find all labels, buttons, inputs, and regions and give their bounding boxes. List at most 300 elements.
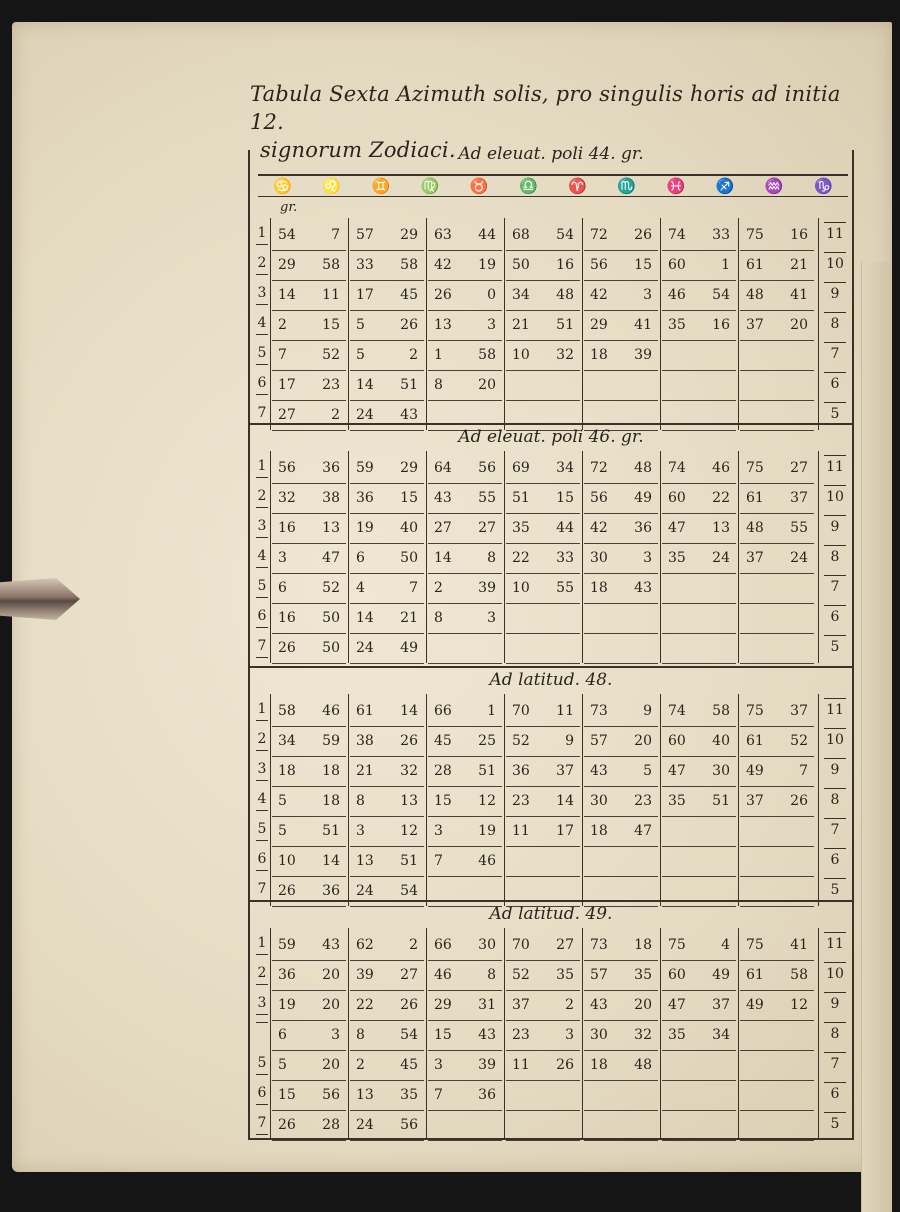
degrees-value: 57	[590, 733, 608, 749]
minutes-value: 16	[712, 317, 730, 333]
azimuth-cell	[350, 515, 424, 544]
table-row	[250, 485, 852, 515]
hour-number: 2	[256, 962, 268, 985]
minutes-value: 52	[322, 347, 340, 363]
degrees-value: 10	[512, 347, 530, 363]
degrees-value: 24	[356, 407, 374, 423]
azimuth-cell	[740, 818, 814, 847]
azimuth-cell	[584, 932, 658, 961]
azimuth-cell	[584, 575, 658, 604]
table-row	[250, 1022, 852, 1052]
azimuth-cell	[740, 878, 814, 907]
azimuth-cell	[272, 758, 346, 787]
column-rule	[818, 218, 819, 430]
degrees-value: 26	[278, 883, 296, 899]
azimuth-cell	[428, 1052, 502, 1081]
minutes-value: 35	[400, 1087, 418, 1103]
hour-number: 2	[256, 485, 268, 508]
hour-number-right: 7	[824, 1052, 846, 1075]
minutes-value: 51	[712, 793, 730, 809]
minutes-value: 43	[400, 407, 418, 423]
degrees-value: 2	[356, 1057, 365, 1073]
azimuth-cell	[272, 455, 346, 484]
hour-number: 1	[256, 222, 268, 245]
azimuth-cell	[662, 252, 736, 281]
minutes-value: 12	[478, 793, 496, 809]
azimuth-cell	[272, 372, 346, 401]
minutes-value: 35	[634, 967, 652, 983]
azimuth-cell	[272, 282, 346, 311]
azimuth-cell	[350, 1022, 424, 1051]
minutes-value: 38	[322, 490, 340, 506]
degrees-value: 14	[356, 610, 374, 626]
minutes-value: 32	[634, 1027, 652, 1043]
minutes-value: 27	[790, 460, 808, 476]
minutes-value: 3	[643, 550, 652, 566]
zodiac-sign-icon: ♈	[568, 177, 587, 195]
minutes-value: 56	[478, 460, 496, 476]
hour-number: 5	[256, 818, 268, 841]
minutes-value: 28	[322, 1117, 340, 1133]
degrees-value: 43	[590, 997, 608, 1013]
degrees-value: 1	[434, 347, 443, 363]
azimuth-cell	[662, 1112, 736, 1141]
hour-number-right: 7	[824, 818, 846, 841]
degrees-value: 52	[512, 967, 530, 983]
minutes-value: 26	[634, 227, 652, 243]
minutes-value: 1	[721, 257, 730, 273]
azimuth-cell	[740, 1052, 814, 1081]
degrees-value: 47	[668, 520, 686, 536]
degrees-value: 63	[434, 227, 452, 243]
azimuth-cell	[506, 515, 580, 544]
minutes-value: 41	[790, 287, 808, 303]
minutes-value: 0	[487, 287, 496, 303]
minutes-value: 52	[322, 580, 340, 596]
azimuth-cell	[272, 485, 346, 514]
azimuth-cell	[662, 455, 736, 484]
minutes-value: 48	[634, 460, 652, 476]
degrees-value: 17	[278, 377, 296, 393]
minutes-value: 15	[634, 257, 652, 273]
degrees-value: 39	[356, 967, 374, 983]
degrees-value: 24	[356, 640, 374, 656]
degrees-value: 42	[434, 257, 452, 273]
azimuth-cell	[350, 575, 424, 604]
minutes-value: 24	[712, 550, 730, 566]
azimuth-cell	[740, 605, 814, 634]
minutes-value: 21	[790, 257, 808, 273]
minutes-value: 30	[712, 763, 730, 779]
minutes-value: 51	[556, 317, 574, 333]
degrees-value: 46	[434, 967, 452, 983]
degrees-value: 35	[668, 793, 686, 809]
degrees-value: 29	[278, 257, 296, 273]
minutes-value: 20	[634, 997, 652, 1013]
azimuth-cell	[350, 222, 424, 251]
degrees-value: 28	[434, 763, 452, 779]
column-rule	[660, 694, 661, 906]
hour-number-right: 11	[824, 698, 846, 721]
degrees-value: 26	[434, 287, 452, 303]
minutes-value: 50	[322, 640, 340, 656]
degrees-value: 52	[512, 733, 530, 749]
azimuth-cell	[272, 635, 346, 664]
azimuth-cell	[272, 605, 346, 634]
minutes-value: 3	[565, 1027, 574, 1043]
minutes-value: 12	[790, 997, 808, 1013]
minutes-value: 56	[400, 1117, 418, 1133]
section-heading: Ad latitud. 48.	[489, 670, 613, 690]
minutes-value: 5	[643, 763, 652, 779]
zodiac-sign-icon: ♍	[420, 177, 440, 195]
degrees-value: 18	[590, 823, 608, 839]
column-rule	[582, 694, 583, 906]
degrees-value: 13	[356, 1087, 374, 1103]
azimuth-cell	[506, 728, 580, 757]
degrees-value: 58	[278, 703, 296, 719]
azimuth-cell	[506, 372, 580, 401]
azimuth-cell	[272, 698, 346, 727]
azimuth-cell	[662, 372, 736, 401]
azimuth-cell	[272, 788, 346, 817]
azimuth-cell	[428, 372, 502, 401]
title-line-2: signorum Zodiaci.	[260, 138, 456, 162]
azimuth-cell	[350, 605, 424, 634]
degrees-value: 10	[278, 853, 296, 869]
hour-number-right: 8	[824, 788, 846, 811]
degrees-value: 61	[746, 257, 764, 273]
minutes-value: 43	[478, 1027, 496, 1043]
zodiac-sign-icon: ♊	[371, 177, 391, 195]
minutes-value: 4	[721, 937, 730, 953]
hour-number: 3	[256, 515, 268, 538]
degrees-value: 56	[590, 490, 608, 506]
degrees-value: 70	[512, 703, 530, 719]
azimuth-cell	[350, 728, 424, 757]
azimuth-cell	[740, 342, 814, 371]
azimuth-cell	[428, 992, 502, 1021]
hour-number: 2	[256, 252, 268, 275]
table-row	[250, 698, 852, 728]
column-rule	[738, 218, 739, 430]
azimuth-cell	[272, 1022, 346, 1051]
degrees-value: 36	[512, 763, 530, 779]
table-row	[250, 222, 852, 252]
azimuth-cell	[272, 342, 346, 371]
degrees-value: 26	[278, 1117, 296, 1133]
hour-number-right: 6	[824, 1082, 846, 1105]
hour-number-right: 11	[824, 455, 846, 478]
degrees-value: 7	[434, 1087, 443, 1103]
degrees-value: 74	[668, 703, 686, 719]
azimuth-cell	[428, 818, 502, 847]
azimuth-cell	[350, 698, 424, 727]
azimuth-cell	[740, 932, 814, 961]
hour-number-right: 5	[824, 402, 846, 425]
zodiac-sign-icon: ♐	[715, 177, 735, 195]
degrees-value: 56	[590, 257, 608, 273]
degrees-value: 15	[434, 793, 452, 809]
table-row	[250, 635, 852, 665]
azimuth-cell	[584, 848, 658, 877]
minutes-value: 14	[556, 793, 574, 809]
azimuth-cell	[584, 222, 658, 251]
azimuth-cell	[272, 728, 346, 757]
hour-number-right: 5	[824, 878, 846, 901]
minutes-value: 50	[400, 550, 418, 566]
column-rule	[426, 694, 427, 906]
minutes-value: 54	[556, 227, 574, 243]
azimuth-cell	[740, 758, 814, 787]
minutes-value: 2	[409, 347, 418, 363]
degrees-value: 56	[278, 460, 296, 476]
hour-number: 5	[256, 575, 268, 598]
hour-number: 3	[256, 282, 268, 305]
minutes-value: 9	[565, 733, 574, 749]
degrees-value: 16	[278, 610, 296, 626]
degrees-value: 72	[590, 227, 608, 243]
table-row	[250, 312, 852, 342]
azimuth-cell	[740, 545, 814, 574]
degrees-value: 13	[356, 853, 374, 869]
minutes-value: 26	[400, 317, 418, 333]
hour-number: 4	[256, 312, 268, 335]
hour-number: 2	[256, 728, 268, 751]
azimuth-cell	[350, 545, 424, 574]
azimuth-cell	[350, 312, 424, 341]
column-rule	[270, 694, 271, 906]
degrees-value: 72	[590, 460, 608, 476]
degrees-value: 8	[356, 793, 365, 809]
azimuth-cell	[350, 252, 424, 281]
table-row	[250, 342, 852, 372]
minutes-value: 49	[400, 640, 418, 656]
azimuth-cell	[506, 788, 580, 817]
azimuth-cell	[584, 1112, 658, 1141]
azimuth-cell	[740, 575, 814, 604]
minutes-value: 2	[331, 407, 340, 423]
degrees-value: 7	[434, 853, 443, 869]
azimuth-cell	[506, 992, 580, 1021]
column-rule	[504, 451, 505, 663]
degrees-value: 19	[278, 997, 296, 1013]
degrees-value: 35	[668, 550, 686, 566]
minutes-value: 58	[400, 257, 418, 273]
minutes-value: 39	[478, 580, 496, 596]
minutes-value: 26	[400, 997, 418, 1013]
minutes-value: 16	[790, 227, 808, 243]
azimuth-cell	[584, 1082, 658, 1111]
degrees-value: 73	[590, 703, 608, 719]
minutes-value: 32	[556, 347, 574, 363]
degrees-value: 11	[512, 1057, 530, 1073]
minutes-value: 58	[322, 257, 340, 273]
degrees-value: 4	[356, 580, 365, 596]
minutes-value: 20	[790, 317, 808, 333]
azimuth-cell	[272, 515, 346, 544]
degrees-value: 38	[356, 733, 374, 749]
minutes-value: 50	[322, 610, 340, 626]
azimuth-cell	[584, 455, 658, 484]
minutes-value: 46	[478, 853, 496, 869]
column-rule	[348, 218, 349, 430]
degrees-value: 29	[434, 997, 452, 1013]
hour-number: 1	[256, 932, 268, 955]
hour-number: 1	[256, 455, 268, 478]
minutes-value: 2	[409, 937, 418, 953]
degrees-value: 34	[512, 287, 530, 303]
zodiac-sign-icon: ♌	[322, 177, 342, 195]
table-row	[250, 545, 852, 575]
azimuth-cell	[272, 575, 346, 604]
azimuth-cell	[272, 545, 346, 574]
column-rule	[348, 928, 349, 1140]
hour-number-right: 10	[824, 728, 846, 751]
azimuth-cell	[428, 698, 502, 727]
degrees-value: 10	[512, 580, 530, 596]
azimuth-cell	[428, 485, 502, 514]
section-divider	[250, 900, 852, 902]
azimuth-cell	[662, 788, 736, 817]
degrees-value: 2	[434, 580, 443, 596]
degrees-value: 17	[356, 287, 374, 303]
azimuth-cell	[584, 312, 658, 341]
minutes-value: 29	[400, 227, 418, 243]
degrees-value: 32	[278, 490, 296, 506]
azimuth-cell	[428, 635, 502, 664]
azimuth-cell	[350, 372, 424, 401]
degrees-value: 18	[278, 763, 296, 779]
minutes-value: 29	[400, 460, 418, 476]
minutes-value: 59	[322, 733, 340, 749]
azimuth-cell	[506, 962, 580, 991]
azimuth-cell	[272, 878, 346, 907]
minutes-value: 15	[556, 490, 574, 506]
minutes-value: 36	[478, 1087, 496, 1103]
degrees-value: 3	[434, 823, 443, 839]
azimuth-cell	[584, 728, 658, 757]
degrees-value: 23	[512, 1027, 530, 1043]
degrees-value: 60	[668, 257, 686, 273]
minutes-value: 40	[400, 520, 418, 536]
azimuth-cell	[740, 992, 814, 1021]
minutes-value: 36	[322, 460, 340, 476]
azimuth-cell	[662, 992, 736, 1021]
degrees-value: 37	[746, 550, 764, 566]
degrees-value: 6	[356, 550, 365, 566]
hour-number-right: 11	[824, 222, 846, 245]
minutes-value: 55	[478, 490, 496, 506]
minutes-value: 3	[487, 610, 496, 626]
minutes-value: 13	[322, 520, 340, 536]
table-row	[250, 992, 852, 1022]
azimuth-cell	[350, 848, 424, 877]
degrees-value: 16	[278, 520, 296, 536]
table-row	[250, 758, 852, 788]
degrees-value: 35	[512, 520, 530, 536]
column-rule	[270, 218, 271, 430]
minutes-value: 9	[643, 703, 652, 719]
azimuth-cell	[584, 698, 658, 727]
degrees-value: 42	[590, 520, 608, 536]
azimuth-cell	[350, 1112, 424, 1141]
degrees-value: 35	[668, 317, 686, 333]
degrees-value: 75	[746, 460, 764, 476]
degrees-value: 35	[668, 1027, 686, 1043]
azimuth-cell	[662, 878, 736, 907]
minutes-value: 46	[712, 460, 730, 476]
degrees-value: 6	[278, 1027, 287, 1043]
azimuth-cell	[662, 545, 736, 574]
column-rule	[504, 928, 505, 1140]
minutes-value: 55	[790, 520, 808, 536]
degrees-value: 59	[356, 460, 374, 476]
minutes-value: 34	[556, 460, 574, 476]
degrees-value: 5	[356, 317, 365, 333]
azimuth-cell	[662, 932, 736, 961]
degrees-value: 73	[590, 937, 608, 953]
azimuth-cell	[272, 848, 346, 877]
azimuth-cell	[584, 962, 658, 991]
azimuth-cell	[740, 455, 814, 484]
degrees-value: 61	[746, 490, 764, 506]
column-rule	[818, 451, 819, 663]
zodiac-sign-icon: ♑	[813, 177, 833, 195]
minutes-value: 45	[400, 287, 418, 303]
degrees-value: 60	[668, 490, 686, 506]
azimuth-cell	[662, 848, 736, 877]
degrees-value: 24	[356, 883, 374, 899]
azimuth-cell	[272, 1082, 346, 1111]
minutes-value: 18	[322, 793, 340, 809]
minutes-value: 44	[478, 227, 496, 243]
table-row	[250, 932, 852, 962]
hour-number: 5	[256, 342, 268, 365]
hour-number-right: 8	[824, 312, 846, 335]
azimuth-cell	[662, 312, 736, 341]
azimuth-cell	[740, 1022, 814, 1051]
degrees-value: 59	[278, 937, 296, 953]
table-row	[250, 252, 852, 282]
azimuth-cell	[428, 282, 502, 311]
column-rule	[738, 451, 739, 663]
minutes-value: 54	[400, 883, 418, 899]
minutes-value: 18	[634, 937, 652, 953]
column-rule	[270, 451, 271, 663]
hour-number: 1	[256, 698, 268, 721]
table-row	[250, 788, 852, 818]
minutes-value: 20	[322, 997, 340, 1013]
azimuth-cell	[506, 575, 580, 604]
column-rule	[660, 928, 661, 1140]
minutes-value: 25	[478, 733, 496, 749]
hour-number: 7	[256, 402, 268, 425]
minutes-value: 13	[712, 520, 730, 536]
azimuth-cell	[740, 222, 814, 251]
azimuth-cell	[740, 252, 814, 281]
hour-number: 5	[256, 1052, 268, 1075]
table-row	[250, 1052, 852, 1082]
azimuth-cell	[662, 1082, 736, 1111]
degrees-value: 61	[746, 967, 764, 983]
minutes-value: 54	[400, 1027, 418, 1043]
table-row	[250, 848, 852, 878]
minutes-value: 7	[799, 763, 808, 779]
degrees-value: 47	[668, 763, 686, 779]
degrees-value: 29	[590, 317, 608, 333]
azimuth-cell	[350, 962, 424, 991]
